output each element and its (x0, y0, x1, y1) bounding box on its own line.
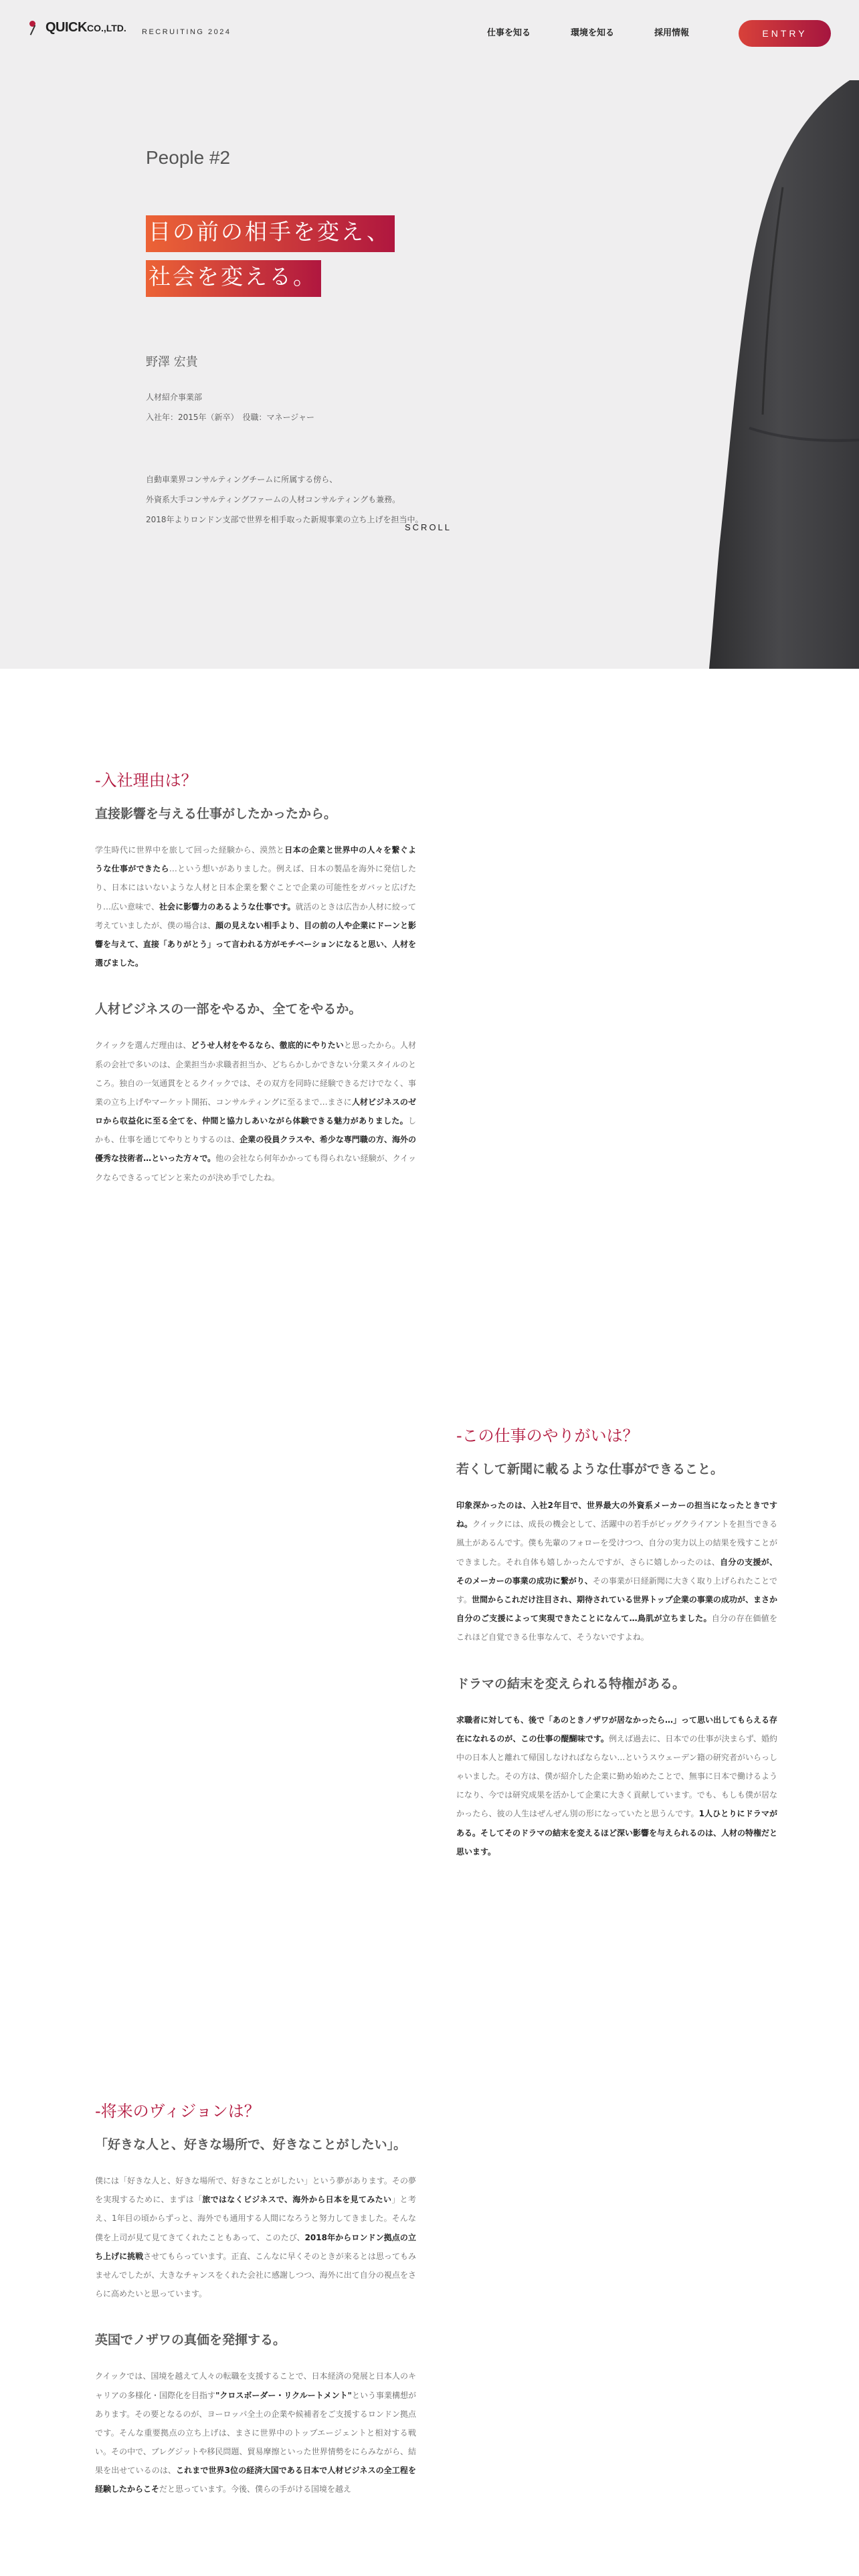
person-name: 野澤 宏貴 (146, 355, 198, 369)
main-nav (487, 25, 729, 38)
nav-item-environment[interactable]: 環境を知る (571, 28, 615, 38)
logo-mark-icon (29, 21, 43, 35)
section-subtitle: 直接影響を与える仕事がしたかったから。 (95, 807, 337, 821)
emphasis-text: 人材ビジネスのゼロから収益化に至る全てを、仲間と協力しあいながら体験できる魅力がありました。 (95, 1097, 416, 1126)
catchphrase-line-1: 目の前の相手を変え、 (146, 215, 395, 252)
scroll-indicator[interactable]: SCROLL (405, 522, 452, 532)
body-text: 就活のときは広告か人材に絞って考えていましたが、僕の場合は、 (95, 901, 417, 930)
hero-section (0, 0, 859, 669)
section-title: -将来のヴィジョンは？ (95, 2102, 260, 2121)
body-text: 学生時代に世界中を旅して回った経験から、漠然と (95, 845, 285, 855)
section-paragraph (456, 1496, 777, 1647)
company-logo[interactable] (29, 20, 126, 35)
section-vision (95, 2098, 416, 2526)
section-reason (95, 767, 416, 1214)
emphasis-text: 世間からこれだけ注目され、期待されている世界トップ企業の事業の成功が、まさか自分のご支援によって実現できたことになんて…鳥肌が立ちました。 (456, 1594, 777, 1624)
section-title: -入社理由は？ (95, 771, 197, 790)
people-number: People #2 (146, 147, 231, 168)
emphasis-text: どうせ人材をやるなら、徹底的にやりたい (191, 1041, 344, 1051)
body-text: と思ったから。人材系の会社で多いのは、企業担当か求職者担当か、どちらかしかできない分業スタイルのところ。独自の一気通貫をとるクイックでは、その双方を同時に経験できるだけでなく、事業の立ち上げやマーケット開拓、コンサルティングに至るまで…まさに (95, 1041, 416, 1107)
career-summary (146, 469, 423, 530)
nav-item-work[interactable]: 仕事を知る (487, 28, 531, 38)
body-text: その事業が日経新聞に大きく取り上げられたことです。 (456, 1576, 777, 1604)
body-text: という事業構想があります。その要となるのが、ヨーロッパ全土の企業や候補者をご支援するロンドン拠点です。そんな重要拠点の立ち上げは、まさに世界中のトップエージェントと相対する戦い。その中で、ブレグジットや移民問題、貿易摩擦といった世界情勢をにらみながら、結果を出せているのは、 (95, 2390, 416, 2476)
section-subtitle: 英国でノザワの真価を発揮する。 (95, 2333, 286, 2348)
section-subtitle: 人材ビジネスの一部をやるか、全てをやるか。 (95, 1002, 362, 1017)
emphasis-text: 自分の支援が、そのメーカーの事業の成功に繋がり、 (456, 1557, 777, 1586)
emphasis-text: 印象深かったのは、入社2年目で、世界最大の外資系メーカーの担当になったときですね。 (456, 1501, 777, 1529)
emphasis-text: 旅ではなくビジネスで、海外から日本を見てみたい (202, 2195, 392, 2205)
section-subtitle: ドラマの結末を変えられる特権がある。 (456, 1676, 686, 1691)
career-line: 自動車業界コンサルティングチームに所属する傍ら、 (146, 475, 338, 484)
career-line: 外資系大手コンサルティングファームの人材コンサルティングも兼務。 (146, 495, 401, 504)
section-title: -この仕事のやりがいは？ (456, 1426, 639, 1445)
body-text: …という想いがありました。例えば、日本の製品を海外に発信したり、日本にはいないような人材と日本企業を繋ぐことで企業の可能性をガバッと広げたり…広い意味で、 (95, 864, 416, 911)
entry-button[interactable]: ENTRY (739, 20, 831, 47)
emphasis-text: 1人ひとりにドラマがある。そしてそのドラマの結末を変えるほど深い影響を与えられるのは、人材の特権だと思います。 (456, 1809, 778, 1856)
section-paragraph (95, 2367, 416, 2498)
person-join-info: 入社年：2015年（新卒） 役職：マネージャー (146, 413, 315, 422)
body-text: 僕には「好きな人と、好きな場所で、好きなことがしたい」という夢があります。その夢を実現するために、まずは「 (95, 2176, 416, 2205)
recruiting-label: RECRUITING 2024 (142, 28, 231, 36)
catchphrase (146, 215, 395, 305)
emphasis-text: 日本の企業と世界中の人々を繋ぐような仕事ができたら (95, 845, 416, 874)
body-text: だと思っています。今後、僕らの手がける国境を越え (159, 2484, 352, 2494)
emphasis-text: 2018年からロンドン拠点の立ち上げに挑戦 (95, 2232, 416, 2261)
career-line: 2018年よりロンドン支部で世界を相手取った新規事業の立ち上げを担当中。 (146, 515, 423, 524)
body-text: 」と考え、1年目の頃からずっと、海外でも通用する人間になろうと努力してきました。そんな僕を上司が見て見てきてくれたこともあって、このたび、 (95, 2195, 416, 2242)
emphasis-text: これまで世界3位の経済大国である日本で人材ビジネスの全工程を経験したからこそ (95, 2466, 416, 2494)
site-header (0, 0, 859, 67)
body-text: 例えば過去に、日本での仕事が決まらず、婚約中の日本人と離れて帰国しなければならない…というスウェーデン籍の研究者がいらっしゃいました。その方は、僕が紹介した企業に勤め始めたことで、無事に日本で働けるようになり、今では研究成果を活かして企業に大きく貢献しています。でも、もしも僕が居なかったら、彼の人生はぜんぜん別の形になっていたと思うんです。 (456, 1733, 778, 1819)
section-subtitle: 「好きな人と、好きな場所で、好きなことがしたい」。 (95, 2137, 407, 2152)
body-text: クイックでは、国境を越えて人々の転職を支援することで、日本経済の発展と日本人のキャリアの多様化・国際化を目指す (95, 2371, 416, 2400)
person-department: 人材紹介事業部 (146, 393, 203, 402)
emphasis-text: 顔の見えない相手より、目の前の人や企業にドーンと影響を与えて、直接「ありがとう」って言われる方がモチベーションになると思い、人材を選びました。 (95, 920, 416, 968)
section-paragraph (95, 1036, 416, 1187)
person-photo (709, 80, 859, 669)
emphasis-text: 求職者に対しても、後で「あのときノザワが居なかったら…」って思い出してもらえる存在になれるのが、この仕事の醍醐味です。 (456, 1715, 778, 1743)
body-text: させてもらっています。正直、こんなに早くそのときが来るとは思ってもみませんでしたが、大きなチャンスをくれた会社に感謝しつつ、海外に出て自分の視点をさらに高めたいと思っています。 (95, 2251, 416, 2299)
section-subtitle: 若くして新聞に載るような仕事ができること。 (456, 1462, 724, 1477)
emphasis-text: 社会に影響力のあるような仕事です。 (159, 901, 296, 911)
nav-item-recruitment[interactable]: 採用情報 (654, 28, 690, 38)
body-text: クイックには、成長の機会として、活躍中の若手がビッグクライアントを担当できる風土があるんです。僕も先輩のフォローを受けつつ、自分の実力以上の結果を残すことができました。それ自体も嬉しかったんですが、さらに嬉しかったのは、 (456, 1519, 777, 1567)
body-text: 自分の存在価値をこれほど自覚できる仕事なんて、そうないですよね。 (456, 1614, 777, 1642)
catchphrase-line-2: 社会を変える。 (146, 260, 321, 297)
body-text: 他の会社なら何年かかっても得られない経験が、クイックならできるってピンと来たのが決め手でしたね。 (95, 1154, 416, 1182)
logo-text: QUICKCO.,LTD. (45, 20, 126, 35)
body-text: しかも、仕事を通じてやりとりするのは、 (95, 1116, 416, 1145)
section-rewarding (456, 1422, 777, 1888)
section-paragraph (95, 2171, 416, 2303)
section-paragraph (456, 1711, 777, 1862)
body-text: クイックを選んだ理由は、 (95, 1041, 191, 1051)
emphasis-text: "クロスボーダー・リクルートメント" (215, 2390, 352, 2400)
section-paragraph (95, 841, 416, 972)
emphasis-text: 企業の役員クラスや、希少な専門職の方、海外の優秀な技術者…といった方々で。 (95, 1135, 416, 1164)
